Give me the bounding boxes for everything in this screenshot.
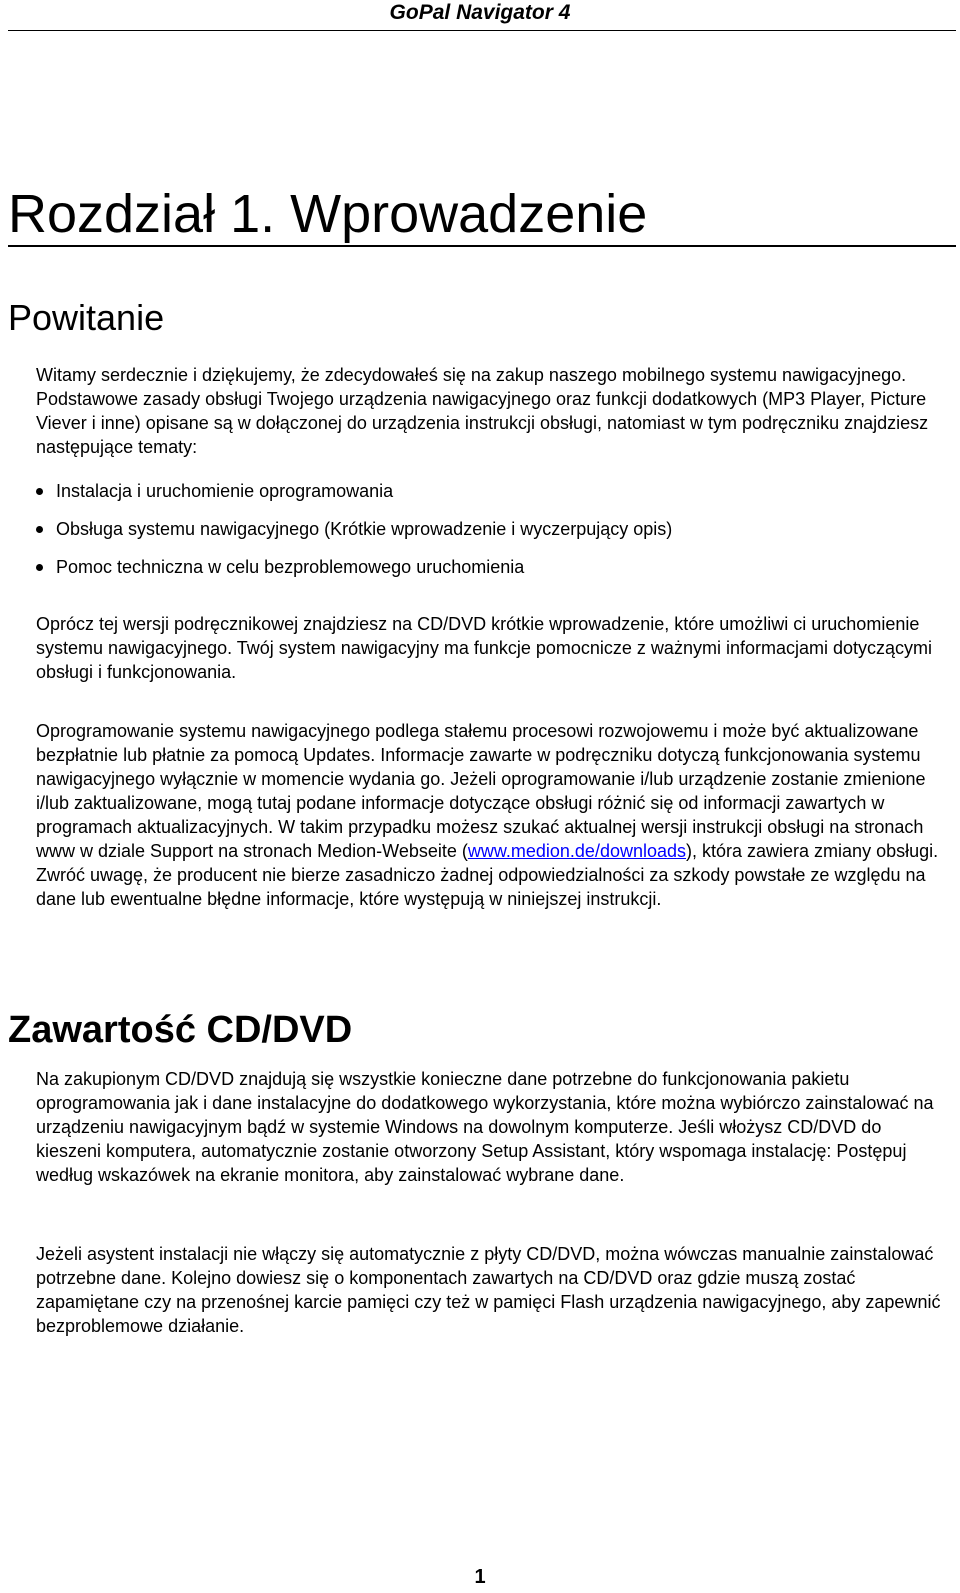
cd-intro-paragraph: Oprócz tej wersji podręcznikowej znajdziesz na CD/DVD krótkie wprowadzenie, które umożliwi ci uruchomienie systemu nawigacyjnego. Twój system nawigacyjny ma funkcje pomocnicze z ważnymi informacjami dotyczącymi obsługi i funkcjonowania. <box>36 614 933 682</box>
document-title: GoPal Navigator 4 <box>389 1 571 24</box>
list-item-text: Instalacja i uruchomienie oprogramowania <box>56 481 394 501</box>
welcome-intro-paragraph: Witamy serdecznie i dziękujemy, że zdecydowałeś się na zakup naszego mobilnego systemu nawigacyjnego. Podstawowe zasady obsługi Twojego urządzenia nawigacyjnego oraz funkcji dodatkowych (MP3 Player, Picture Viever i inne) opisane są w dołączonej do urządzenia instrukcji obsługi, natomiast w tym podręczniku znajdziesz następujące tematy: <box>36 365 929 457</box>
bullet-icon <box>36 526 43 533</box>
updates-text-before-link: Oprogramowanie systemu nawigacyjnego podlega stałemu procesowi rozwojowemu i może być aktualizowane bezpłatnie lub płatnie za pomocą Updates. Informacje zawarte w podręczniku dotyczą funkcjonowania systemu nawigacyjnego wyłącznie w momencie wydania go. Jeżeli oprogramowanie i/lub urządzenie zostanie zmienione i/lub zaktualizowane, mogą tutaj podane informacje dotyczące obsługi różnić się od informacji zawartych w programach aktualizacyjnych. W takim przypadku możesz szukać aktualnej wersji instrukcji obsługi na stronach www w dziale Support na stronach Medion-Webseite ( <box>36 721 926 861</box>
list-item-text: Pomoc techniczna w celu bezproblemowego uruchomienia <box>56 557 525 577</box>
manual-install-paragraph: Jeżeli asystent instalacji nie włączy się automatycznie z płyty CD/DVD, można wówczas manualnie zainstalować potrzebne dane. Kolejno dowiesz się o komponentach zawartych na CD/DVD oraz gdzie muszą zostać zapamiętane czy na przenośnej karcie pamięci czy też w pamięci Flash urządzenia nawigacyjnego, aby zapewnić bezproblemowe działanie. <box>36 1244 941 1336</box>
medion-downloads-link[interactable]: www.medion.de/downloads <box>467 841 687 861</box>
list-item-text: Obsługa systemu nawigacyjnego (Krótkie wprowadzenie i wyczerpujący opis) <box>56 519 673 539</box>
section-title-welcome: Powitanie <box>8 297 165 338</box>
chapter-title: Rozdział 1. Wprowadzenie <box>8 184 648 244</box>
header-divider <box>8 30 956 31</box>
page-number: 1 <box>474 1566 486 1588</box>
bullet-icon <box>36 564 43 571</box>
list-item <box>36 517 936 555</box>
list-item <box>36 479 936 517</box>
topics-list <box>36 479 936 593</box>
updates-text-after-link: ), która zawiera zmiany obsługi. Zwróć uwagę, że producent nie bierze zasadniczo żadnej odpowiedzialności za szkody powstałe ze względu na dane lub ewentualne błędne informacje, które występują w niniejszej instrukcji. <box>36 841 939 909</box>
list-item <box>36 555 936 593</box>
updates-paragraph <box>36 719 946 911</box>
page-header <box>0 0 960 34</box>
chapter-divider <box>8 245 956 247</box>
cd-contents-paragraph: Na zakupionym CD/DVD znajdują się wszystkie konieczne dane potrzebne do funkcjonowania pakietu oprogramowania jak i dane instalacyjne do dodatkowego wykorzystania, które można wybiórczo zainstalować na urządzeniu nawigacyjnym bądź w systemie Windows na dowolnym komputerze. Jeśli włożysz CD/DVD do kieszeni komputera, automatycznie zostanie otworzony Setup Assistant, który wspomaga instalację: Postępuj według wskazówek na ekranie monitora, aby zainstalować wybrane dane. <box>36 1069 934 1185</box>
section-title-cd-contents: Zawartość CD/DVD <box>8 1009 353 1051</box>
bullet-icon <box>36 488 43 495</box>
